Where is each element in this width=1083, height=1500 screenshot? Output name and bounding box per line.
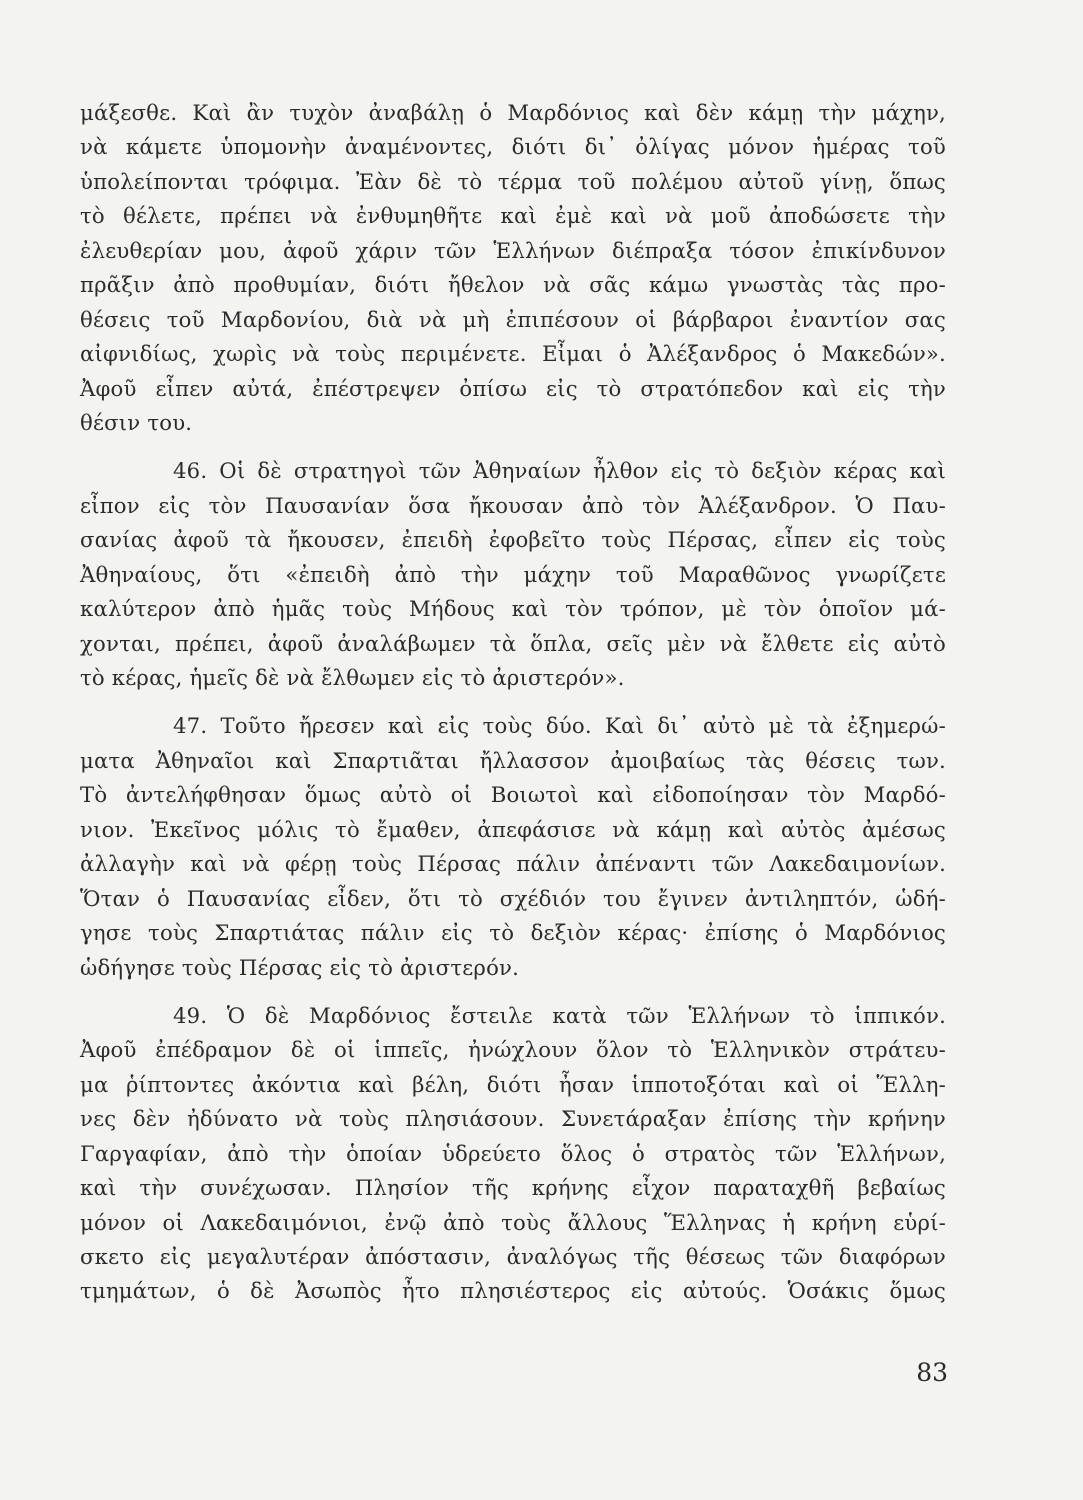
text-line: νὰ κάμετε ὑπομονὴν ἀναμένοντες, διότι δι᾿ ὀλίγας μόνον ἡμέρας τοῦ [80,134,946,160]
text-line: νες δὲν ἠδύνατο νὰ τοὺς πλησιάσουν. Συνετάραξαν ἐπίσης τὴν κρήνην [80,1106,946,1132]
text-line: ἐλευθερίαν μου, ἀφοῦ χάριν τῶν Ἑλλήνων διέπραξα τόσον ἐπικίνδυνον [80,237,946,263]
text-line: τὸ θέλετε, πρέπει νὰ ἐνθυμηθῆτε καὶ ἐμὲ καὶ νὰ μοῦ ἀποδώσετε τὴν [80,203,946,229]
text-line: ὡδήγησε τοὺς Πέρσας εἰς τὸ ἀριστερόν. [80,954,520,980]
text-line: ματα Ἀθηναῖοι καὶ Σπαρτιᾶται ἤλλασσον ἀμοιβαίως τὰς θέσεις των. [80,747,946,773]
text-line: Γαργαφίαν, ἀπὸ τὴν ὁποίαν ὑδρεύετο ὅλος ὁ στρατὸς τῶν Ἑλλήνων, [80,1140,946,1166]
paragraph [80,999,946,1309]
text-line: μα ῥίπτοντες ἀκόντια καὶ βέλη, διότι ἦσαν ἱπποτοξόται καὶ οἱ Ἕλλη- [80,1071,946,1097]
text-line: ὑπολείπονται τρόφιμα. Ἐὰν δὲ τὸ τέρμα τοῦ πολέμου αὐτοῦ γίνῃ, ὅπως [80,168,946,194]
text-line: σκετο εἰς μεγαλυτέραν ἀπόστασιν, ἀναλόγως τῆς θέσεως τῶν διαφόρων [80,1244,946,1269]
text-line: τὸ κέρας, ἡμεῖς δὲ νὰ ἔλθωμεν εἰς τὸ ἀριστερόν». [80,665,625,690]
text-line: 46. Οἱ δὲ στρατηγοὶ τῶν Ἀθηναίων ἦλθον εἰς τὸ δεξιὸν κέρας καὶ [173,458,946,484]
text-line: ἀλλαγὴν καὶ νὰ φέρῃ τοὺς Πέρσας πάλιν ἀπέναντι τῶν Λακεδαιμονίων. [80,851,946,877]
text-line: χονται, πρέπει, ἀφοῦ ἀναλάβωμεν τὰ ὅπλα, σεῖς μὲν νὰ ἔλθετε εἰς αὐτὸ [80,630,946,656]
text-line: Τὸ ἀντελήφθησαν ὅμως αὐτὸ οἱ Βοιωτοὶ καὶ εἰδοποίησαν τὸν Μαρδό- [80,782,946,808]
text-line: καλύτερον ἀπὸ ἡμᾶς τοὺς Μήδους καὶ τὸν τρόπον, μὲ τὸν ὁποῖον μά- [80,596,946,622]
text-line: θέσιν του. [80,409,193,435]
text-line: γησε τοὺς Σπαρτιάτας πάλιν εἰς τὸ δεξιὸν κέρας· ἐπίσης ὁ Μαρδόνιος [80,920,946,946]
paragraph [80,709,946,985]
paragraph [80,96,946,440]
text-line: Ἀφοῦ εἶπεν αὐτά, ἐπέστρεψεν ὀπίσω εἰς τὸ στρατόπεδον καὶ εἰς τὴν [80,375,946,401]
text-line: σανίας ἀφοῦ τὰ ἤκουσεν, ἐπειδὴ ἐφοβεῖτο τοὺς Πέρσας, εἶπεν εἰς τοὺς [80,527,946,553]
text-line: αἰφνιδίως, χωρὶς νὰ τοὺς περιμένετε. Εἶμαι ὁ Ἀλέξανδρος ὁ Μακεδών». [80,341,946,367]
text-line: θέσεις τοῦ Μαρδονίου, διὰ νὰ μὴ ἐπιπέσουν οἱ βάρβαροι ἐναντίον σας [80,306,946,332]
text-line: νιον. Ἐκεῖνος μόλις τὸ ἔμαθεν, ἀπεφάσισε νὰ κάμῃ καὶ αὐτὸς ἀμέσως [80,816,946,842]
text-line: Ἀφοῦ ἐπέδραμον δὲ οἱ ἱππεῖς, ἠνώχλουν ὅλον τὸ Ἑλληνικὸν στράτευ- [80,1037,946,1063]
text-line: Ἀθηναίους, ὅτι «ἐπειδὴ ἀπὸ τὴν μάχην τοῦ Μαραθῶνος γνωρίζετε [80,561,946,587]
paragraph [80,454,946,695]
page-number: 83 [916,1358,948,1387]
text-line: πρᾶξιν ἀπὸ προθυμίαν, διότι ἤθελον νὰ σᾶς κάμω γνωστὰς τὰς προ- [80,272,946,298]
text-line: 47. Τοῦτο ἤρεσεν καὶ εἰς τοὺς δύο. Καὶ δι᾿ αὐτὸ μὲ τὰ ἐξημερώ- [173,713,946,739]
text-line: καὶ τὴν συνέχωσαν. Πλησίον τῆς κρήνης εἶχον παραταχθῆ βεβαίως [80,1175,946,1201]
text-line: Ὅταν ὁ Παυσανίας εἶδεν, ὅτι τὸ σχέδιόν του ἔγινεν ἀντιληπτόν, ὡδή- [80,885,946,911]
body-text [80,96,946,1309]
text-line: τμημάτων, ὁ δὲ Ἀσωπὸς ἦτο πλησιέστερος εἰς αὐτούς. Ὁσάκις ὅμως [80,1278,946,1304]
text-line: μόνον οἱ Λακεδαιμόνιοι, ἐνῷ ἀπὸ τοὺς ἄλλους Ἕλληνας ἡ κρήνη εὑρί- [80,1209,946,1235]
text-line: μάξεσθε. Καὶ ἂν τυχὸν ἀναβάλῃ ὁ Μαρδόνιος καὶ δὲν κάμῃ τὴν μάχην, [80,100,946,125]
text-line: εἶπον εἰς τὸν Παυσανίαν ὅσα ἤκουσαν ἀπὸ τὸν Ἀλέξανδρον. Ὁ Παυ- [80,492,946,518]
text-line: 49. Ὁ δὲ Μαρδόνιος ἔστειλε κατὰ τῶν Ἑλλήνων τὸ ἱππικόν. [173,1002,946,1028]
